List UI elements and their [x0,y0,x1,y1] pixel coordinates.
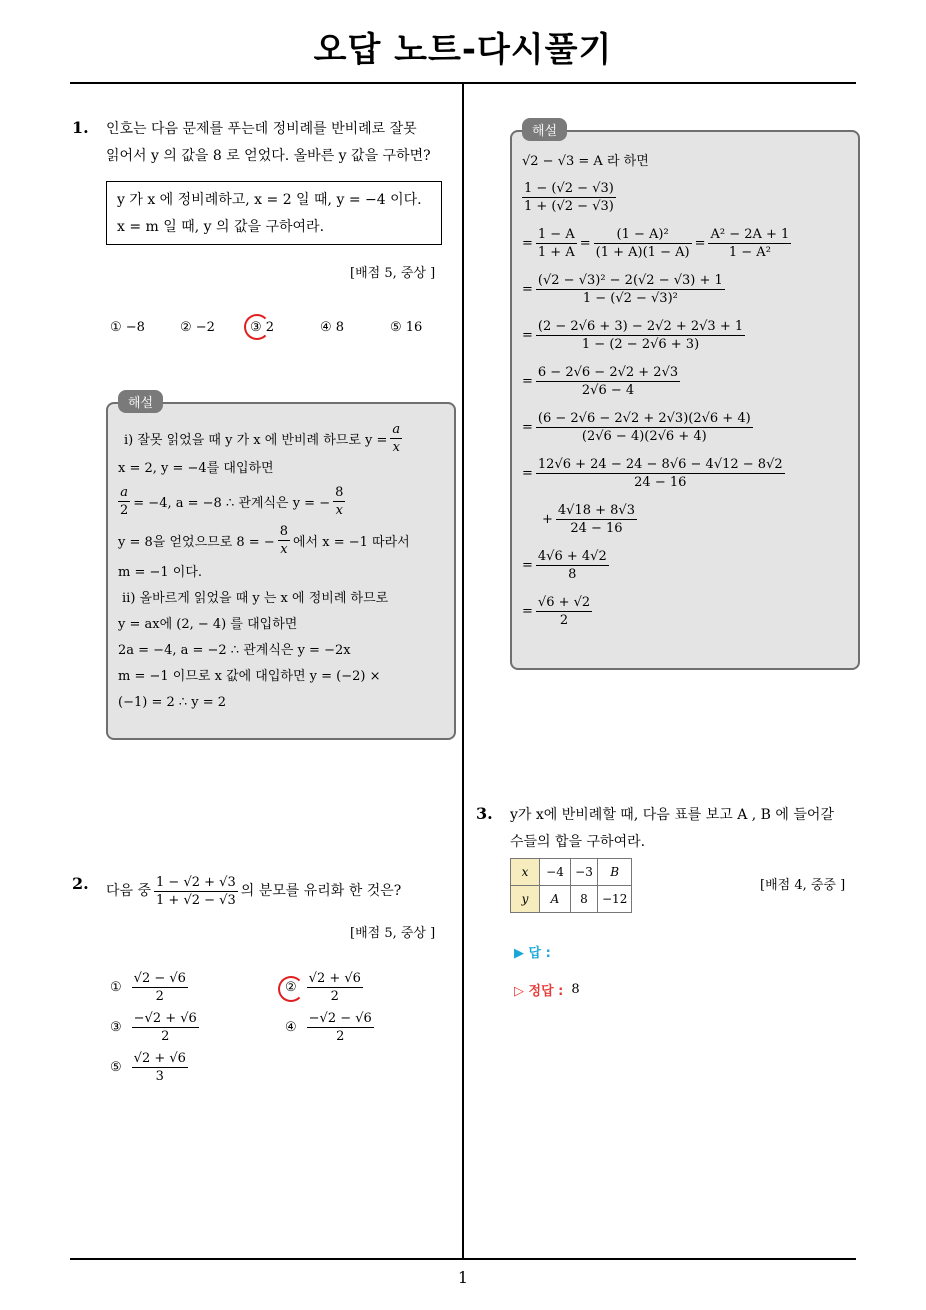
question-1-choice-5[interactable]: ⑤ 16 [390,320,423,335]
question-3-text [510,802,860,856]
question-2-solution-tag: 해설 [522,118,567,141]
table-cell: 8 [571,886,598,913]
sol2-fraction [536,594,592,629]
choice-num: √2 − √6 [133,971,186,986]
choice-mark: ① [110,980,122,995]
table-cell: B [598,859,632,886]
sol2-step-10: = $\frac{√6 + √2}{2}$ [522,594,591,628]
sol2-frac-num: √6 + √2 [537,594,591,610]
sol2-frac-den: 1 − (√2 − √3)² [582,290,678,306]
sol1-frac-num: a [392,421,401,437]
question-1-choice-2[interactable]: ② −2 [180,320,215,335]
sol2-frac-num: (6 − 2√6 − 2√2 + 2√3)(2√6 + 4) [537,410,751,426]
table-cell: y [511,886,540,913]
question-1-line-2: 읽어서 y 의 값을 8 로 얻었다. 올바른 y 값을 구하면? [106,148,431,164]
sol1-frac-den: x [280,541,288,557]
sol2-frac-den: 24 − 16 [570,520,623,536]
sol2-step-5: = $\frac{6 - 2√6 - 2√2 + 2√3}{2√6 - 4}$ [522,364,679,398]
question-2-score: [배점 5, 중상 ] [350,926,436,941]
sol2-frac-num: (1 − A)² [594,226,692,244]
sol2-step-4: = $\frac{(2 - 2√6 + 3) - 2√2 + 2√3 + 1}{1 - (2 - 2√6 + 3)}$ [522,318,744,352]
question-2-choice-4[interactable] [285,1010,377,1045]
sol1-line-9: m = −1 이므로 x 값에 대입하면 y = (−2) × [118,669,381,684]
question-3-table [510,858,632,913]
sol2-fraction [556,502,637,537]
choice-fraction [132,1010,199,1045]
sol2-frac-den: (1 + A)(1 − A) [595,244,690,260]
page-number: 1 [457,1268,469,1287]
question-2-post: 의 분모를 유리화 한 것은? [240,883,402,899]
question-2-solution-content [522,150,852,634]
sol1-frac-den: 2 [120,502,129,518]
question-3-line-1: y가 x에 반비례할 때, 다음 표를 보고 A , B 에 들어갈 [510,807,834,823]
sol2-fraction [536,364,680,399]
sol1-line-4-text-b: 에서 x = −1 따라서 [293,534,410,550]
sol1-line-3 [118,482,448,520]
sol2-frac-num: 4√18 + 8√3 [557,502,635,518]
sol1-line-1-text: ⅰ) 잘못 읽었을 때 y 가 x 에 반비례 하므로 y = [124,432,388,448]
sol1-line-10: (−1) = 2 ∴ y = 2 [118,695,227,710]
question-1-score: [배점 5, 중상 ] [350,266,436,281]
sol1-frac-num: 8 [279,523,288,539]
sol2-step-3: = $\frac{\text{(√2 − √3)² − 2(√2 − √3) + 1}}{\text{1 − (√2 − √3)²}}$ [522,272,723,306]
answer-circle-mark [278,976,304,1002]
question-1-solution-tag: 해설 [118,390,163,413]
question-1-line-1: 인호는 다음 문제를 푸는데 정비례를 반비례로 잘못 [106,121,417,137]
sol2-frac-den: 1 + A [537,244,575,260]
table-row [511,859,632,886]
sol2-frac-den: 1 − (2 − 2√6 + 3) [581,336,700,352]
sol2-frac-den: 1 + (√2 − √3) [524,198,614,214]
question-2-choice-1[interactable] [110,970,191,1005]
question-2-frac-den: 1 + √2 − √3 [156,893,236,908]
sol2-frac-num: 12√6 + 24 − 24 − 8√6 − 4√12 − 8√2 [537,456,783,472]
table-cell: −4 [540,859,571,886]
question-2-choice-3[interactable] [110,1010,202,1045]
sol2-fraction [594,226,692,261]
choice-den: 2 [330,989,339,1004]
sol2-frac-den: (2√6 − 4)(2√6 + 4) [581,428,707,444]
question-1-number: 1. [72,118,89,137]
choice-fraction [132,970,188,1005]
sol1-fraction-a-over-x [390,421,402,456]
sol2-frac-num: 4√6 + 4√2 [537,548,607,564]
choice-num: −√2 + √6 [133,1011,197,1026]
question-3-line-2: 수들의 합을 구하여라. [510,834,646,850]
footer-rule [70,1258,856,1260]
sol2-fraction [536,410,753,445]
choice-den: 3 [155,1069,164,1084]
question-2-choice-5[interactable] [110,1050,191,1085]
sol2-frac-num: 6 − 2√6 − 2√2 + 2√3 [537,364,679,380]
table-row [511,886,632,913]
sol2-step-2: = $\frac{1 - A}{1 + A}$ = $\frac{\text{(1 − A)²}}{(1 + A)(1 - A)}$ = $\frac{\text{A² − 2A + 1}}{\text{1 − A²}}$ [522,226,790,260]
sol1-fraction-8-over-x-2 [278,523,290,558]
answer-label: ▶ 답 : [514,946,551,961]
sol2-frac-num: (2 − 2√6 + 3) − 2√2 + 2√3 + 1 [537,318,744,334]
question-2-number: 2. [72,874,89,893]
choice-fraction [132,1050,188,1085]
sol2-frac-den: 1 − A² [728,244,771,260]
choice-fraction [307,970,363,1005]
sol2-frac-den: 2 [559,612,569,628]
sol2-frac-num: A² − 2A + 1 [710,226,790,242]
choice-fraction [307,1010,374,1045]
question-1-box [106,181,442,245]
sol2-step-7: = $\frac{12√6 + 24 - 24 - 8√6 - 4√12 - 8√2}{24 - 16}$ [522,456,783,490]
table-cell: −12 [598,886,632,913]
choice-num: −√2 − √6 [308,1011,372,1026]
question-1-choice-3[interactable]: ③ 2 [250,320,275,335]
column-divider [462,83,464,1259]
sol1-line-5: m = −1 이다. [118,565,203,580]
sol2-fraction [536,548,609,583]
page-title: 오답 노트-다시풀기 [313,30,613,70]
sol2-step-9: = $\frac{4√6 + 4√2}{8}$ [522,548,607,582]
table-cell: −3 [571,859,598,886]
question-3-number: 3. [476,804,493,823]
sol1-line-3-text: = −4, a = −8 ∴ 관계식은 y = − [133,495,331,511]
sol2-fraction [522,180,616,215]
table-cell: x [511,859,540,886]
sol1-frac-num: 8 [335,484,344,500]
question-1-solution-content [118,420,448,716]
sol2-frac-den: 24 − 16 [634,474,687,490]
choice-mark: ④ [285,1020,297,1035]
sol2-step-8: + $\frac{4√18 + 8√3}{24 - 16}$ [542,502,635,536]
sol2-frac-num: 1 − (√2 − √3) [524,180,614,196]
correct-answer-value: 8 [571,982,580,997]
sol2-step-6: = $\frac{(6 - 2√6 - 2√2 + 2√3)(2√6 + 4)}{(2√6 - 4)(2√6 + 4)}$ [522,410,751,444]
question-1-box-line-1: y 가 x 에 정비례하고, x = 2 일 때, y = −4 이다. [117,192,422,208]
answer-circle-mark [244,314,270,340]
sol1-frac-den: x [392,439,400,455]
question-1-choice-1[interactable]: ① −8 [110,320,145,335]
sol1-fraction-8-over-x [333,484,345,519]
sol2-fraction [536,456,785,491]
sol2-step-1 [522,174,852,220]
choice-den: 2 [161,1029,170,1044]
sol1-line-6: ⅱ) 올바르게 읽었을 때 y 는 x 에 정비례 하므로 [122,591,389,606]
choice-mark: ⑤ [110,1060,122,1075]
correct-answer-row [514,980,580,999]
sol2-frac-den: 2√6 − 4 [581,382,635,398]
sol1-line-1 [118,420,448,456]
choice-num: √2 + √6 [308,971,361,986]
question-2-fraction [154,874,238,909]
sol2-frac-den: 8 [568,566,577,582]
question-1-box-line-2: x = m 일 때, y 의 값을 구하여라. [117,219,325,235]
table-cell: A [540,886,571,913]
sol2-fraction [536,272,725,307]
sol1-frac-den: x [335,502,343,518]
sol2-line-1: √2 − √3 = A 라 하면 [522,154,649,169]
sol1-fraction-a-over-2 [118,484,130,519]
question-3-score: [배점 4, 중중 ] [760,878,846,893]
sol1-line-8: 2a = −4, a = −2 ∴ 관계식은 y = −2x [118,643,351,658]
question-1-text [106,116,456,170]
choice-mark: ③ [110,1020,122,1035]
sol1-frac-num: a [118,484,130,502]
question-2-pre: 다음 중 [106,883,152,899]
sol1-line-4 [118,520,448,560]
sol1-line-4-text-a: y = 8을 얻었으므로 8 = − [118,534,275,550]
sol1-line-2: x = 2, y = −4를 대입하면 [118,461,274,476]
question-2-text [106,874,401,909]
sol2-frac-num: 1 − A [537,226,575,242]
sol1-line-7: y = ax에 (2, − 4) 를 대입하면 [118,617,298,632]
choice-den: 2 [336,1029,345,1044]
sol2-fraction [536,226,577,261]
correct-answer-label: ▷ 정답 : [514,984,564,999]
sol2-frac-num: (√2 − √3)² − 2(√2 − √3) + 1 [537,272,723,288]
question-1-choice-4[interactable]: ④ 8 [320,320,345,335]
choice-num: √2 + √6 [133,1051,186,1066]
choice-mark: ② [285,980,297,995]
choice-den: 2 [155,989,164,1004]
sol2-fraction [536,318,745,353]
question-2-frac-num: 1 − √2 + √3 [156,875,236,890]
sol2-fraction [708,226,791,261]
